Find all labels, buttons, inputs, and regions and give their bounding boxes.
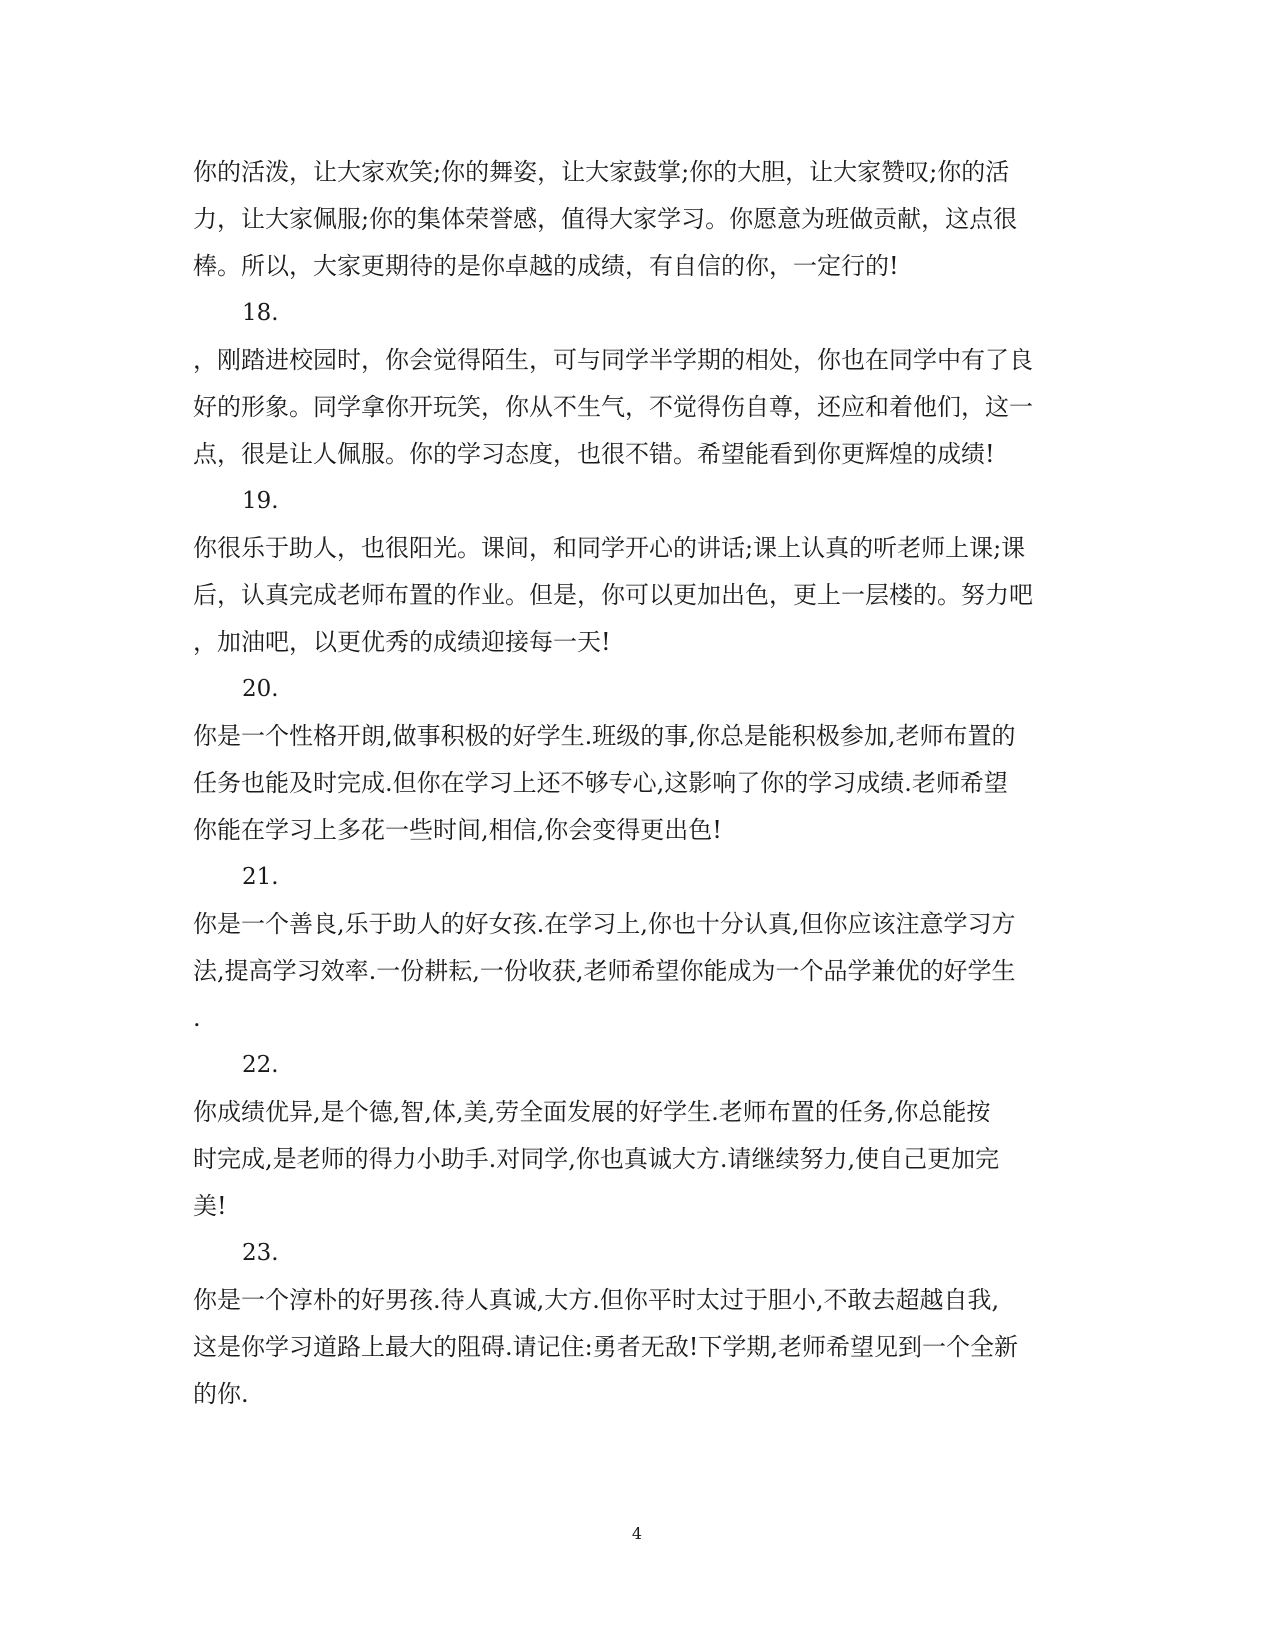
paragraph-line: 的你.: [193, 1380, 249, 1408]
paragraph-line: .: [193, 1004, 201, 1032]
paragraph-line: 法,提高学习效率.一份耕耘,一份收获,老师希望你能成为一个品学兼优的好学生: [193, 957, 1016, 985]
section-number: 18.: [242, 300, 279, 326]
paragraph-line: 后，认真完成老师布置的作业。但是，你可以更加出色，更上一层楼的。努力吧: [193, 581, 1033, 609]
paragraph-line: 任务也能及时完成.但你在学习上还不够专心,这影响了你的学习成绩.老师希望: [193, 769, 1008, 797]
paragraph-line: 你是一个淳朴的好男孩.待人真诚,大方.但你平时太过于胆小,不敢去超越自我,: [193, 1286, 1000, 1314]
section-number: 19.: [242, 488, 279, 514]
section-number: 22.: [242, 1052, 279, 1078]
paragraph-line: 点，很是让人佩服。你的学习态度，也很不错。希望能看到你更辉煌的成绩!: [193, 440, 995, 468]
paragraph-line: 力，让大家佩服;你的集体荣誉感，值得大家学习。你愿意为班做贡献，这点很: [193, 205, 1018, 233]
paragraph-line: 你是一个善良,乐于助人的好女孩.在学习上,你也十分认真,但你应该注意学习方: [193, 910, 1016, 938]
paragraph-line: 你是一个性格开朗,做事积极的好学生.班级的事,你总是能积极参加,老师布置的: [193, 722, 1016, 750]
paragraph-line: 你的活泼，让大家欢笑;你的舞姿，让大家鼓掌;你的大胆，让大家赞叹;你的活: [193, 158, 1010, 186]
paragraph-line: 好的形象。同学拿你开玩笑，你从不生气，不觉得伤自尊，还应和着他们，这一: [193, 393, 1033, 421]
section-number: 20.: [242, 676, 279, 702]
paragraph-line: 时完成,是老师的得力小助手.对同学,你也真诚大方.请继续努力,使自己更加完: [193, 1145, 1000, 1173]
paragraph-line: 这是你学习道路上最大的阻碍.请记住:勇者无敌!下学期,老师希望见到一个全新: [193, 1333, 1018, 1361]
section-number: 21.: [242, 864, 279, 890]
paragraph-line: ，刚踏进校园时，你会觉得陌生，可与同学半学期的相处，你也在同学中有了良: [193, 346, 1033, 374]
page-number: 4: [631, 1524, 643, 1543]
paragraph-line: 棒。所以，大家更期待的是你卓越的成绩，有自信的你，一定行的!: [193, 252, 899, 280]
paragraph-line: ，加油吧，以更优秀的成绩迎接每一天!: [193, 628, 611, 656]
paragraph-line: 你能在学习上多花一些时间,相信,你会变得更出色!: [193, 816, 722, 844]
paragraph-line: 你成绩优异,是个德,智,体,美,劳全面发展的好学生.老师布置的任务,你总能按: [193, 1098, 991, 1126]
paragraph-line: 美!: [193, 1192, 227, 1220]
section-number: 23.: [242, 1240, 279, 1266]
paragraph-line: 你很乐于助人，也很阳光。课间，和同学开心的讲话;课上认真的听老师上课;课: [193, 534, 1026, 562]
